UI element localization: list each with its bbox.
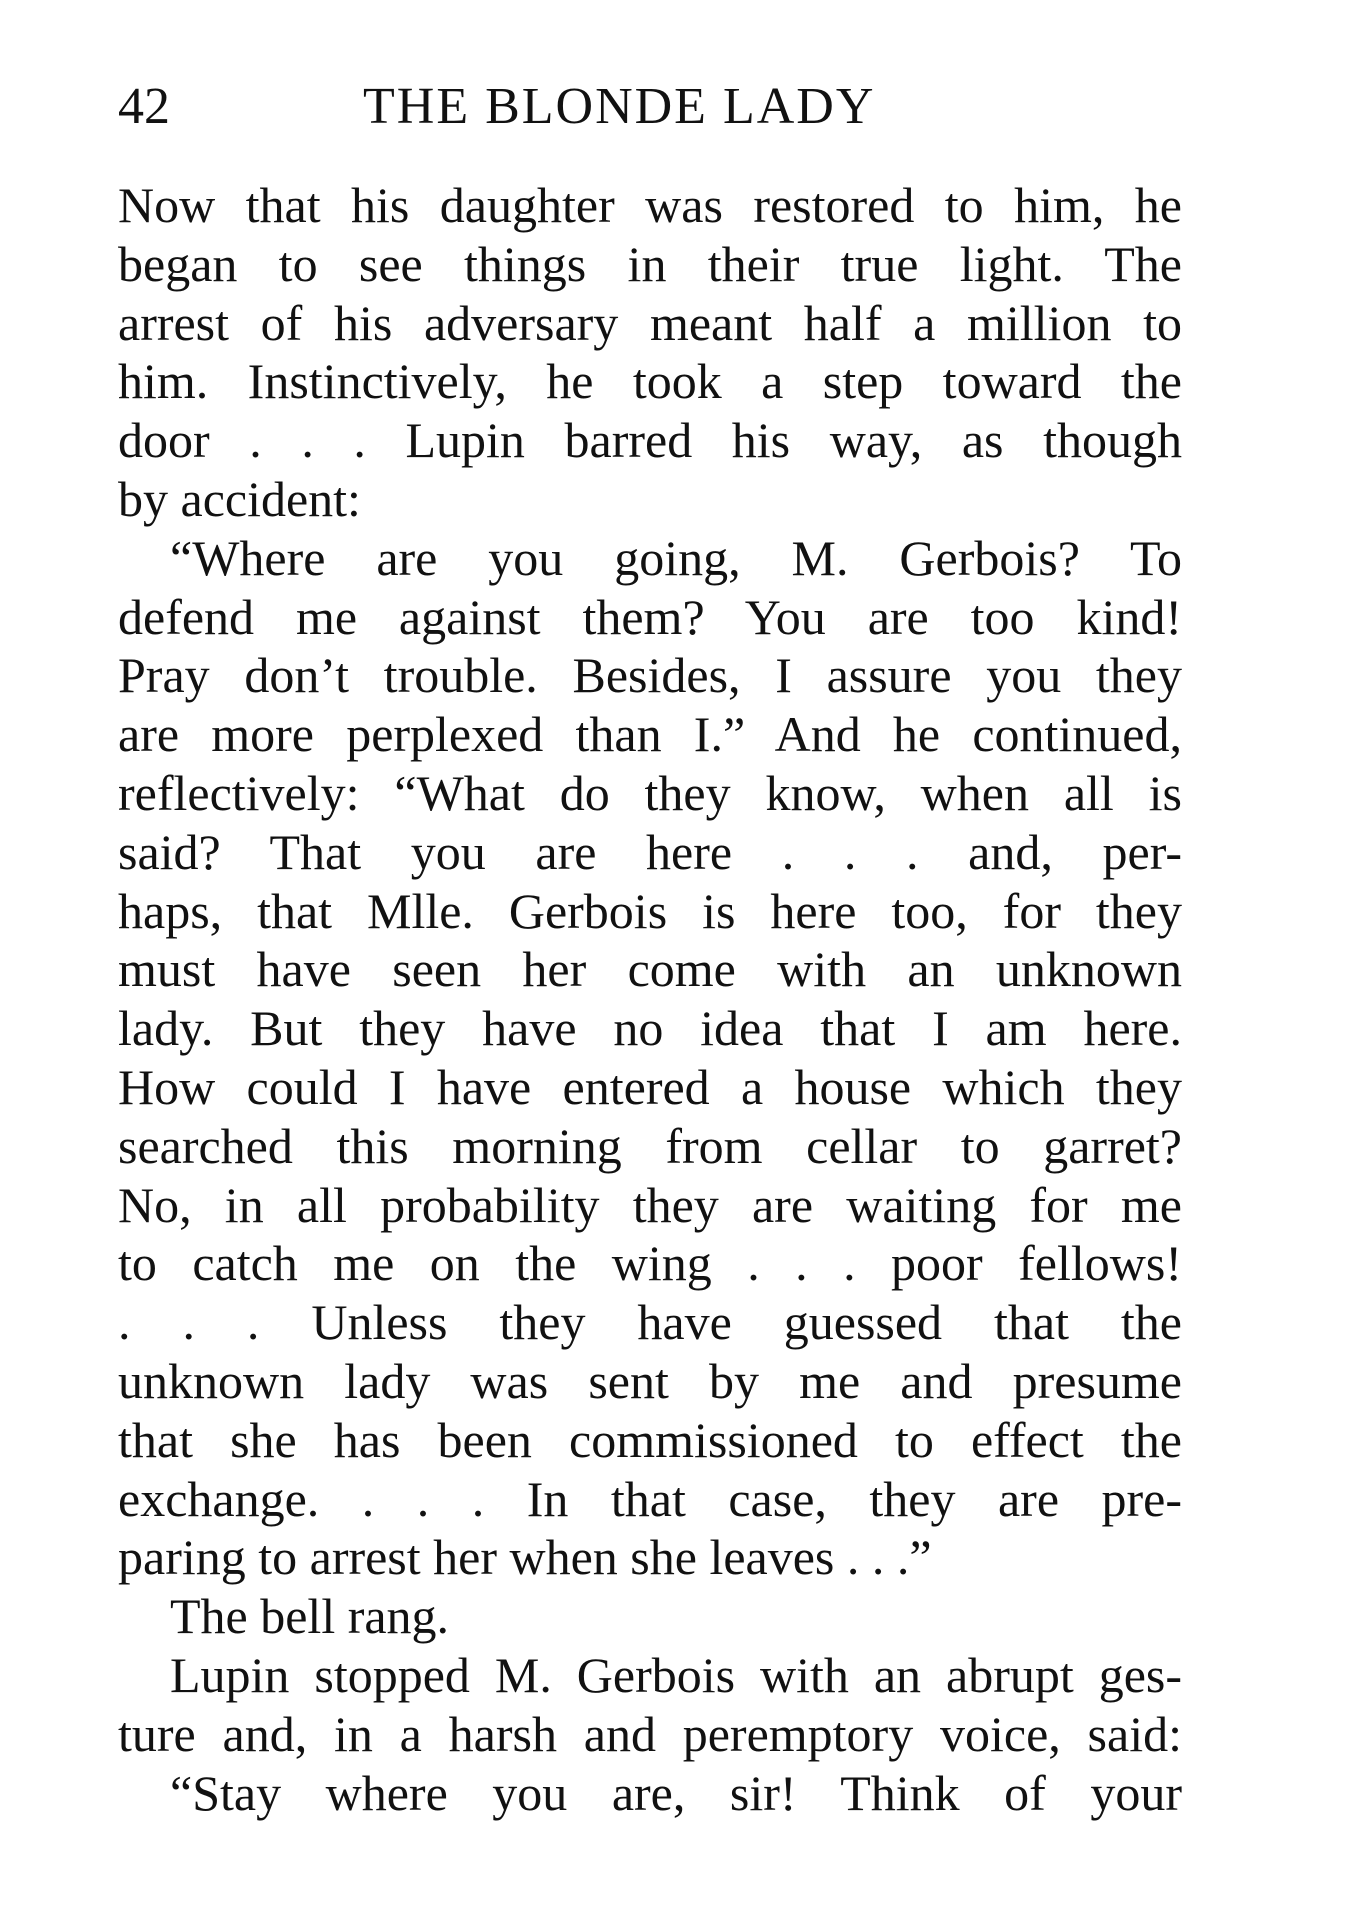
text-line: haps, that Mlle. Gerbois is here too, for they <box>118 882 1182 939</box>
text-line: him. Instinctively, he took a step toward the <box>118 353 1182 410</box>
text-line: by accident: <box>118 470 361 527</box>
running-title: THE BLONDE LADY <box>363 78 876 135</box>
text-line: must have seen her come with an unknown <box>118 941 1182 998</box>
text-line: door . . . Lupin barred his way, as though <box>118 412 1182 469</box>
text-line: Lupin stopped M. Gerbois with an abrupt ges- <box>170 1646 1182 1703</box>
text-line: arrest of his adversary meant half a million to <box>118 294 1182 351</box>
text-line: are more perplexed than I.” And he continued, <box>118 706 1182 763</box>
text-line: unknown lady was sent by me and presume <box>118 1352 1182 1409</box>
text-line: “Stay where you are, sir! Think of your <box>170 1764 1182 1821</box>
body-text <box>118 176 1182 1822</box>
text-line: ture and, in a harsh and peremptory voice, said: <box>118 1705 1182 1762</box>
text-line: to catch me on the wing . . . poor fellows! <box>118 1235 1182 1292</box>
text-line: Now that his daughter was restored to him, he <box>118 177 1182 233</box>
text-line: The bell rang. <box>170 1588 450 1645</box>
text-line: How could I have entered a house which they <box>118 1058 1182 1115</box>
text-line: “Where are you going, M. Gerbois? To <box>170 529 1182 586</box>
text-line: began to see things in their true light. The <box>118 235 1182 292</box>
text-line: said? That you are here . . . and, per- <box>118 823 1182 880</box>
text-line: that she has been commissioned to effect the <box>118 1411 1182 1468</box>
page-header <box>118 72 1178 142</box>
text-line: lady. But they have no idea that I am here. <box>118 1000 1182 1057</box>
text-line: defend me against them? You are too kind! <box>118 588 1182 645</box>
text-line: . . . Unless they have guessed that the <box>118 1294 1182 1351</box>
page-number: 42 <box>118 78 170 135</box>
text-line: No, in all probability they are waiting for me <box>118 1176 1182 1233</box>
text-line: paring to arrest her when she leaves . . .” <box>118 1529 932 1586</box>
text-line: reflectively: “What do they know, when all is <box>118 764 1182 821</box>
text-line: searched this morning from cellar to garret? <box>118 1117 1182 1174</box>
text-line: Pray don’t trouble. Besides, I assure you they <box>118 647 1182 704</box>
text-line: exchange. . . . In that case, they are pre- <box>118 1470 1182 1527</box>
